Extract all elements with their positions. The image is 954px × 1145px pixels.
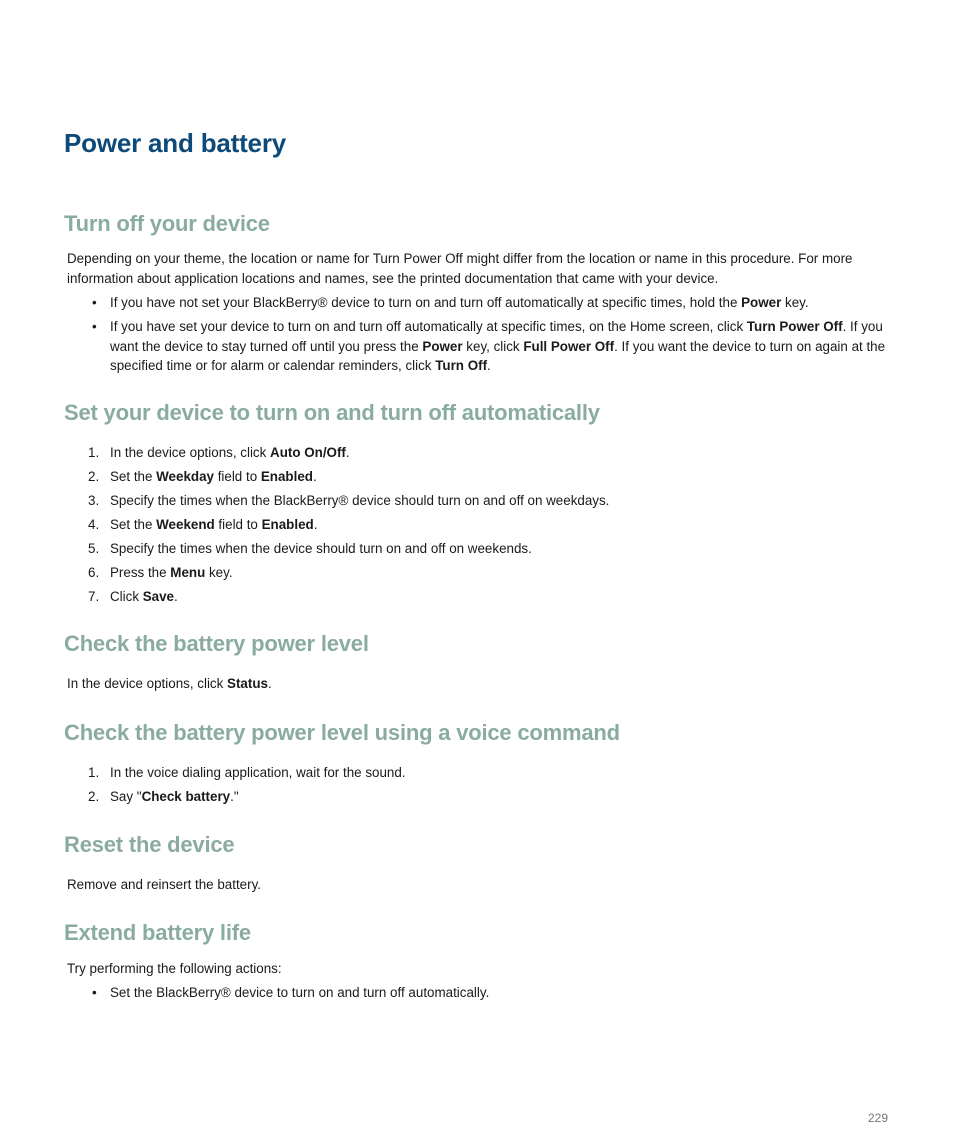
paragraph-extend-battery-life: Try performing the following actions:	[67, 961, 282, 976]
menu-item-name: Full Power Off	[523, 338, 615, 354]
list-item: 2. Say "Check battery."	[88, 789, 239, 804]
heading-auto-on-off: Set your device to turn on and turn off automatically	[64, 400, 600, 425]
list-item: • If you have set your device to turn on and turn off automatically at specific times, on the Home screen, click Turn Power Off. If you want the device to stay turned off until you press the Power key, click Full Power Off. If you want the device to turn on again at the specified time or for alarm or calendar reminders, click Turn Off.	[88, 317, 888, 376]
key-name: Power	[422, 338, 463, 354]
list-item: 2. Set the Weekday field to Enabled.	[88, 469, 317, 484]
bullet-list-turn-off	[88, 293, 888, 380]
heading-reset-device: Reset the device	[64, 832, 235, 857]
heading-turn-off-device: Turn off your device	[64, 211, 270, 236]
heading-check-battery-voice: Check the battery power level using a voice command	[64, 720, 620, 745]
paragraph-turn-off-intro: Depending on your theme, the location or name for Turn Power Off might differ from the location or name in this procedure. For more information about application locations and names, see the printed documentation that came with your device.	[67, 251, 853, 286]
list-item: 6. Press the Menu key.	[88, 565, 233, 580]
heading-check-battery-level: Check the battery power level	[64, 631, 369, 656]
list-item: 7. Click Save.	[88, 589, 178, 604]
paragraph-check-battery-level: In the device options, click Status.	[67, 676, 272, 691]
page-title: Power and battery	[64, 128, 286, 158]
list-item: 3. Specify the times when the BlackBerry® device should turn on and off on weekdays.	[88, 493, 610, 508]
list-item: • If you have not set your BlackBerry® device to turn on and turn off automatically at specific times, hold the Power key.	[88, 293, 888, 313]
key-name: Power	[741, 295, 782, 310]
list-item: 1. In the voice dialing application, wait for the sound.	[88, 765, 406, 780]
menu-item-name: Turn Off	[435, 358, 488, 373]
list-item: • Set the BlackBerry® device to turn on and turn off automatically.	[88, 983, 888, 1003]
list-item: 1. In the device options, click Auto On/Off.	[88, 445, 350, 460]
paragraph-reset-device: Remove and reinsert the battery.	[67, 877, 262, 892]
list-item: 5. Specify the times when the device should turn on and off on weekends.	[88, 541, 532, 556]
numbered-list-auto-on-off	[88, 443, 888, 611]
list-item: 4. Set the Weekend field to Enabled.	[88, 517, 318, 532]
numbered-list-voice	[88, 763, 888, 811]
menu-item-name: Turn Power Off	[746, 319, 843, 334]
page-number: 229	[868, 1111, 889, 1125]
bullet-list-extend	[88, 983, 888, 1007]
heading-extend-battery-life: Extend battery life	[64, 920, 251, 945]
